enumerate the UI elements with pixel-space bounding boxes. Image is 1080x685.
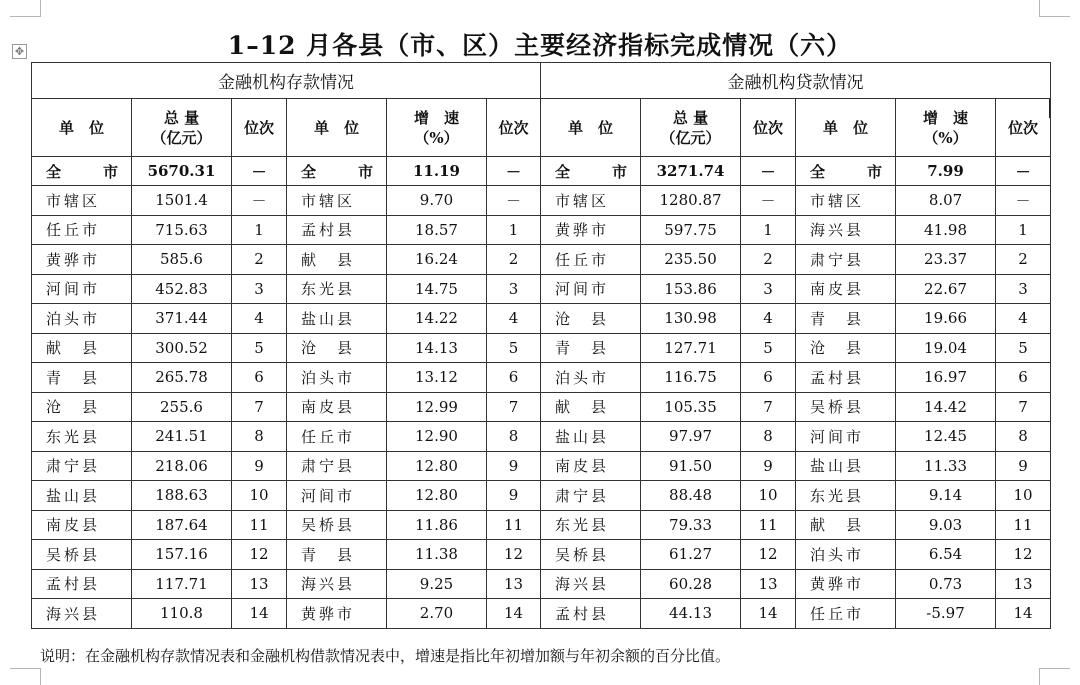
loan-rank-cell: 14 [741,599,796,629]
loan-unit-cell: 黄骅市 [541,215,641,245]
loan-unit-cell: 青 县 [541,333,641,363]
table-row [32,451,1051,481]
loan-rank-cell: 8 [741,422,796,452]
loan-growth-cell: 19.04 [896,333,996,363]
loan-unit-cell: 东光县 [541,510,641,540]
deposit-unit-cell: 孟村县 [32,569,132,599]
deposit-rank-cell: 2 [232,245,287,275]
loan-amount-cell: 44.13 [641,599,741,629]
loan-growth-unit-cell: 市辖区 [796,186,896,216]
loan-growth-cell: 22.67 [896,274,996,304]
loan-growth-rank-cell: 1 [996,215,1051,245]
loan-unit-cell: 海兴县 [541,569,641,599]
loan-amount-cell: 1280.87 [641,186,741,216]
loan-rank-cell: 10 [741,481,796,511]
loan-unit-cell: 孟村县 [541,599,641,629]
table-row [32,363,1051,393]
total-label: 全 市 [796,157,896,186]
growth-header-line1: 增 速 [413,108,459,127]
table-move-handle-icon[interactable]: ✥ [12,44,27,59]
deposit-growth-unit-cell: 青 县 [287,540,387,570]
deposit-unit-cell: 黄骅市 [32,245,132,275]
deposit-rank-cell: 13 [232,569,287,599]
amount-header-line2: （亿元） [151,128,212,147]
deposit-growth-cell: 12.99 [387,392,487,422]
deposit-rank-cell: 3 [232,274,287,304]
group-header-row [32,63,1051,99]
rank-header: 位次 [487,99,541,157]
loan-amount-cell: 79.33 [641,510,741,540]
loan-rank-cell: 3 [741,274,796,304]
deposit-amount-cell: 715.63 [132,215,232,245]
loan-amount-cell: 235.50 [641,245,741,275]
loan-growth-rank-cell: 14 [996,599,1051,629]
total-loan-amount: 3271.74 [641,157,741,186]
loan-unit-cell: 沧 县 [541,304,641,334]
total-loan-growth-rank: － [996,157,1051,186]
loan-growth-unit-cell: 泊头市 [796,540,896,570]
loan-growth-rank-cell: 9 [996,451,1051,481]
loan-growth-unit-cell: 盐山县 [796,451,896,481]
loan-amount-cell: 61.27 [641,540,741,570]
deposit-amount-cell: 110.8 [132,599,232,629]
page-corner-mark [1039,0,1070,17]
deposit-unit-cell: 泊头市 [32,304,132,334]
loan-growth-unit-cell: 孟村县 [796,363,896,393]
loan-unit-cell: 献 县 [541,392,641,422]
loan-amount-cell: 105.35 [641,392,741,422]
page-corner-mark [1039,668,1070,685]
deposit-rank-cell: － [232,186,287,216]
loan-growth-unit-cell: 黄骅市 [796,569,896,599]
deposit-growth-rank-cell: 9 [487,451,541,481]
deposit-growth-rank-cell: 3 [487,274,541,304]
loan-rank-cell: 7 [741,392,796,422]
deposit-amount-cell: 300.52 [132,333,232,363]
growth-header-line2: （%） [414,128,459,147]
total-loan-rank: － [741,157,796,186]
deposit-growth-cell: 9.70 [387,186,487,216]
loan-growth-rank-cell: 12 [996,540,1051,570]
deposit-unit-cell: 吴桥县 [32,540,132,570]
deposit-growth-rank-cell: 12 [487,540,541,570]
loan-growth-cell: 9.03 [896,510,996,540]
table-row [32,274,1051,304]
rank-header: 位次 [741,99,796,157]
deposit-growth-unit-cell: 南皮县 [287,392,387,422]
loan-amount-cell: 60.28 [641,569,741,599]
unit-header: 单 位 [32,99,132,157]
deposit-rank-cell: 11 [232,510,287,540]
total-label: 全 市 [32,157,132,186]
loan-amount-cell: 153.86 [641,274,741,304]
loan-growth-rank-cell: 5 [996,333,1051,363]
loan-growth-unit-cell: 肃宁县 [796,245,896,275]
deposit-amount-cell: 255.6 [132,392,232,422]
table-row [32,304,1051,334]
loan-growth-cell: 16.97 [896,363,996,393]
deposit-amount-cell: 585.6 [132,245,232,275]
deposit-amount-cell: 187.64 [132,510,232,540]
deposit-unit-cell: 市辖区 [32,186,132,216]
table-row [32,599,1051,629]
deposit-rank-cell: 8 [232,422,287,452]
loan-amount-cell: 130.98 [641,304,741,334]
loan-rank-cell: 5 [741,333,796,363]
table-row [32,510,1051,540]
deposit-growth-rank-cell: 13 [487,569,541,599]
loan-rank-cell: 12 [741,540,796,570]
growth-header-line2: （%） [923,128,968,147]
column-header-row [32,99,1051,157]
loan-growth-rank-cell: 11 [996,510,1051,540]
page-corner-mark [10,0,41,17]
loan-amount-cell: 91.50 [641,451,741,481]
loan-growth-cell: 8.07 [896,186,996,216]
deposit-growth-rank-cell: 11 [487,510,541,540]
loan-growth-rank-cell: 7 [996,392,1051,422]
loan-growth-cell: 12.45 [896,422,996,452]
total-loan-growth: 7.99 [896,157,996,186]
deposit-amount-cell: 157.16 [132,540,232,570]
deposit-rank-cell: 12 [232,540,287,570]
deposit-rank-cell: 9 [232,451,287,481]
deposit-rank-cell: 6 [232,363,287,393]
loan-rank-cell: 2 [741,245,796,275]
amount-header-line1: 总 量 [672,108,709,127]
deposit-growth-cell: 13.12 [387,363,487,393]
loan-growth-rank-cell: 3 [996,274,1051,304]
deposit-growth-rank-cell: 2 [487,245,541,275]
deposit-growth-rank-cell: 4 [487,304,541,334]
loan-growth-rank-cell: － [996,186,1051,216]
deposit-growth-rank-cell: 9 [487,481,541,511]
loan-rank-cell: 9 [741,451,796,481]
total-deposit-rank: － [232,157,287,186]
page-corner-mark [10,668,41,685]
deposit-rank-cell: 14 [232,599,287,629]
deposit-rank-cell: 7 [232,392,287,422]
loan-rank-cell: － [741,186,796,216]
total-deposit-amount: 5670.31 [132,157,232,186]
amount-header-line1: 总 量 [163,108,200,127]
deposit-growth-unit-cell: 市辖区 [287,186,387,216]
deposit-growth-rank-cell: 1 [487,215,541,245]
loan-growth-rank-cell: 6 [996,363,1051,393]
deposit-rank-cell: 1 [232,215,287,245]
deposit-growth-rank-cell: 5 [487,333,541,363]
deposit-growth-cell: 14.75 [387,274,487,304]
loan-group-header: 金融机构贷款情况 [541,63,1051,99]
loan-growth-cell: 9.14 [896,481,996,511]
table-row [32,481,1051,511]
deposit-unit-cell: 东光县 [32,422,132,452]
deposit-amount-cell: 241.51 [132,422,232,452]
deposit-growth-cell: 11.38 [387,540,487,570]
deposit-growth-unit-cell: 孟村县 [287,215,387,245]
total-label: 全 市 [541,157,641,186]
table-row [32,333,1051,363]
rank-header: 位次 [996,99,1051,157]
loan-growth-cell: 41.98 [896,215,996,245]
total-row [32,157,1051,186]
deposit-growth-cell: 12.80 [387,451,487,481]
deposit-growth-unit-cell: 河间市 [287,481,387,511]
deposit-unit-cell: 献 县 [32,333,132,363]
deposit-growth-unit-cell: 盐山县 [287,304,387,334]
total-deposit-growth: 11.19 [387,157,487,186]
unit-header: 单 位 [541,99,641,157]
unit-header: 单 位 [796,99,896,157]
deposit-amount-cell: 452.83 [132,274,232,304]
deposit-unit-cell: 海兴县 [32,599,132,629]
table-row [32,392,1051,422]
deposit-amount-cell: 265.78 [132,363,232,393]
deposit-unit-cell: 任丘市 [32,215,132,245]
loan-growth-cell: -5.97 [896,599,996,629]
deposit-unit-cell: 沧 县 [32,392,132,422]
growth-header [896,99,996,157]
deposit-growth-unit-cell: 献 县 [287,245,387,275]
deposit-amount-cell: 371.44 [132,304,232,334]
amount-header [641,99,741,157]
deposit-rank-cell: 4 [232,304,287,334]
deposit-growth-unit-cell: 海兴县 [287,569,387,599]
loan-growth-cell: 19.66 [896,304,996,334]
loan-growth-unit-cell: 任丘市 [796,599,896,629]
deposit-rank-cell: 5 [232,333,287,363]
deposit-group-header: 金融机构存款情况 [32,63,541,99]
loan-amount-cell: 88.48 [641,481,741,511]
rank-header: 位次 [232,99,287,157]
deposit-growth-rank-cell: 14 [487,599,541,629]
loan-unit-cell: 任丘市 [541,245,641,275]
deposit-growth-cell: 14.22 [387,304,487,334]
deposit-growth-unit-cell: 肃宁县 [287,451,387,481]
deposit-growth-cell: 16.24 [387,245,487,275]
table-row [32,540,1051,570]
deposit-growth-unit-cell: 泊头市 [287,363,387,393]
deposit-growth-unit-cell: 东光县 [287,274,387,304]
deposit-growth-cell: 12.90 [387,422,487,452]
loan-growth-rank-cell: 8 [996,422,1051,452]
deposit-growth-unit-cell: 黄骅市 [287,599,387,629]
loan-growth-unit-cell: 献 县 [796,510,896,540]
total-deposit-growth-rank: － [487,157,541,186]
loan-unit-cell: 肃宁县 [541,481,641,511]
loan-rank-cell: 6 [741,363,796,393]
loan-growth-rank-cell: 10 [996,481,1051,511]
loan-unit-cell: 泊头市 [541,363,641,393]
deposit-amount-cell: 188.63 [132,481,232,511]
deposit-growth-cell: 2.70 [387,599,487,629]
table-row [32,569,1051,599]
loan-rank-cell: 1 [741,215,796,245]
economic-indicator-table [31,62,1051,629]
table-row [32,215,1051,245]
deposit-growth-cell: 12.80 [387,481,487,511]
loan-growth-unit-cell: 沧 县 [796,333,896,363]
loan-growth-rank-cell: 13 [996,569,1051,599]
deposit-growth-cell: 14.13 [387,333,487,363]
deposit-unit-cell: 肃宁县 [32,451,132,481]
table-row [32,245,1051,275]
deposit-growth-rank-cell: － [487,186,541,216]
loan-growth-cell: 23.37 [896,245,996,275]
deposit-unit-cell: 河间市 [32,274,132,304]
growth-header-line1: 增 速 [923,108,969,127]
loan-unit-cell: 盐山县 [541,422,641,452]
loan-growth-unit-cell: 青 县 [796,304,896,334]
footnote: 说明：在金融机构存款情况表和金融机构借款情况表中，增速是指比年初增加额与年初余额的百分比值。 [40,647,731,665]
unit-header: 单 位 [287,99,387,157]
loan-unit-cell: 吴桥县 [541,540,641,570]
deposit-rank-cell: 10 [232,481,287,511]
table-row [32,186,1051,216]
loan-growth-unit-cell: 海兴县 [796,215,896,245]
loan-growth-unit-cell: 吴桥县 [796,392,896,422]
deposit-growth-unit-cell: 吴桥县 [287,510,387,540]
amount-header-line2: （亿元） [660,128,721,147]
loan-growth-cell: 6.54 [896,540,996,570]
loan-unit-cell: 市辖区 [541,186,641,216]
loan-rank-cell: 13 [741,569,796,599]
loan-growth-unit-cell: 南皮县 [796,274,896,304]
loan-unit-cell: 南皮县 [541,451,641,481]
loan-amount-cell: 116.75 [641,363,741,393]
loan-rank-cell: 11 [741,510,796,540]
deposit-growth-unit-cell: 任丘市 [287,422,387,452]
deposit-growth-cell: 18.57 [387,215,487,245]
loan-rank-cell: 4 [741,304,796,334]
deposit-unit-cell: 青 县 [32,363,132,393]
total-label: 全 市 [287,157,387,186]
amount-header [132,99,232,157]
deposit-amount-cell: 117.71 [132,569,232,599]
loan-amount-cell: 97.97 [641,422,741,452]
table-row [32,422,1051,452]
deposit-growth-cell: 11.86 [387,510,487,540]
deposit-growth-rank-cell: 6 [487,363,541,393]
deposit-growth-unit-cell: 沧 县 [287,333,387,363]
deposit-unit-cell: 盐山县 [32,481,132,511]
deposit-amount-cell: 218.06 [132,451,232,481]
loan-amount-cell: 597.75 [641,215,741,245]
loan-growth-cell: 14.42 [896,392,996,422]
loan-amount-cell: 127.71 [641,333,741,363]
growth-header [387,99,487,157]
page-title: 1–12 月各县（市、区）主要经济指标完成情况（六） [227,31,853,60]
loan-growth-rank-cell: 2 [996,245,1051,275]
deposit-amount-cell: 1501.4 [132,186,232,216]
deposit-growth-rank-cell: 7 [487,392,541,422]
deposit-unit-cell: 南皮县 [32,510,132,540]
loan-unit-cell: 河间市 [541,274,641,304]
loan-growth-cell: 0.73 [896,569,996,599]
loan-growth-unit-cell: 河间市 [796,422,896,452]
loan-growth-unit-cell: 东光县 [796,481,896,511]
deposit-growth-rank-cell: 8 [487,422,541,452]
loan-growth-cell: 11.33 [896,451,996,481]
loan-growth-rank-cell: 4 [996,304,1051,334]
deposit-growth-cell: 9.25 [387,569,487,599]
